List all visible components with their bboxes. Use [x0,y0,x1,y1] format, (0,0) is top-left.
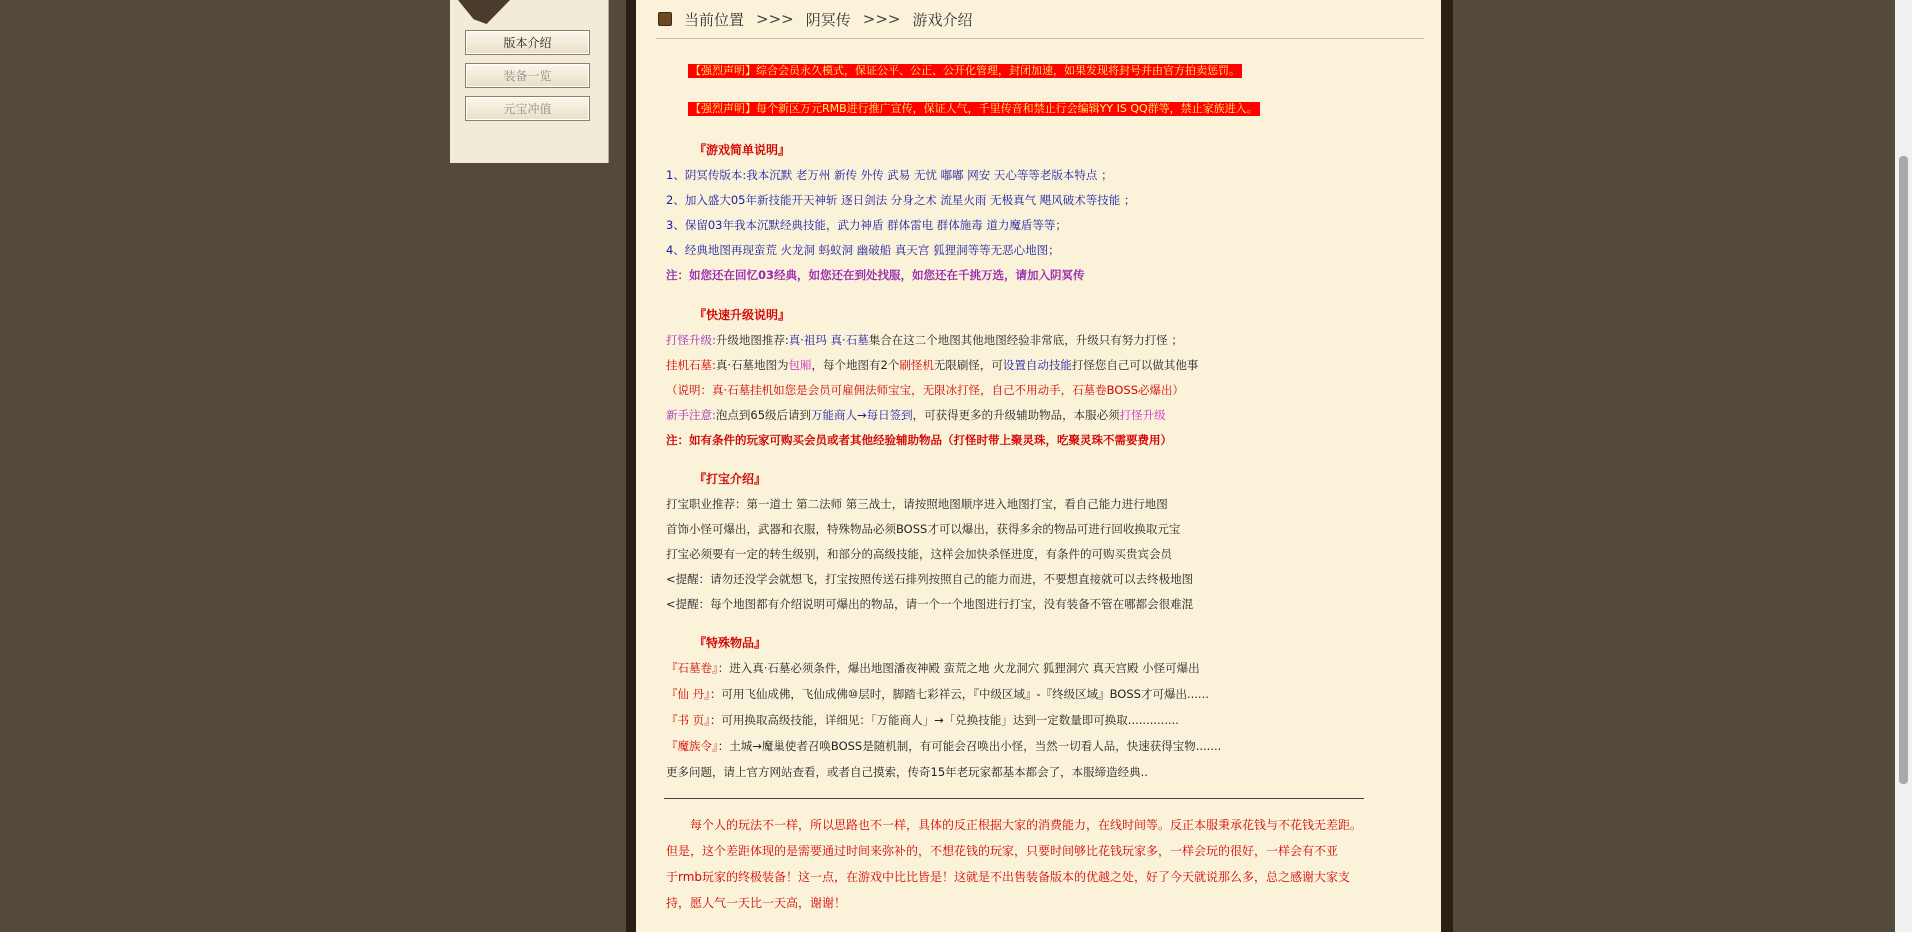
upgrade-line-1 [666,332,1183,348]
breadcrumb-current: 游戏介绍 [912,10,973,29]
scrollbar-thumb[interactable] [1899,156,1908,784]
item-name: 『仙 丹』 [666,687,710,701]
upgrade-label: 挂机石墓: [666,358,716,372]
breadcrumb-separator: >>> [862,10,901,28]
highlight-signin: 万能商人→每日签到 [811,408,913,422]
upgrade-line-4 [666,407,1166,423]
section-divider [664,798,1364,799]
upgrade-line-5: 注：如有条件的玩家可购买会员或者其他经验辅助物品（打怪时带上聚灵珠，吃聚灵珠不需要费用） [666,433,1172,447]
nav-button-version[interactable]: 版本介绍 [465,30,590,55]
upgrade-label: 新手注意: [666,408,716,422]
highlight-level: 打怪升级 [1119,408,1166,422]
upgrade-text: 集合在这二个地图其他地图经验非常底，升级只有努力打怪 ； [868,333,1183,347]
item-desc: ：可用换取高级技能，详细见：「万能商人」→「兑换技能」达到一定数量即可换取.............. [709,713,1179,727]
content-frame-left [626,0,636,932]
section-title-treasure: 『打宝介绍』 [694,472,767,486]
item-row [666,712,1179,728]
upgrade-line-2 [666,357,1198,373]
treasure-line: <提醒：请勿还没学会就想飞，打宝按照传送石排列按照自己的能力而进，不要想直接就可以去终极地图 [666,572,1194,586]
upgrade-text: 真·石墓地图为 [715,358,789,372]
treasure-line: 打宝职业推荐：第一道士 第二法师 第三战士，请按照地图顺序进入地图打宝，看自己能力进行地图 [666,497,1168,511]
upgrade-text: 升级地图推荐: [715,333,789,347]
breadcrumb [656,0,1424,39]
item-desc: ：进入真·石墓必须条件，爆出地图潘夜神殿 蛮荒之地 火龙洞穴 狐狸洞穴 真天宫殿 小怪可爆出 [717,661,1200,675]
treasure-line: 打宝必须要有一定的转生级别，和部分的高级技能，这样会加快杀怪进度，有条件的可购买贵宾会员 [666,547,1172,561]
vertical-scrollbar[interactable] [1895,0,1912,932]
notice-banner: 【强烈声明】每个新区万元RMB进行推广宣传，保证人气，千里传音和禁止行会编辑YY IS QQ群等，禁止家族进入。 [690,102,1258,115]
simple-line: 1、阴冥传版本:我本沉默 老万州 新传 外传 武易 无忧 嘟嘟 网安 天心等等老版本特点 ； [666,168,1113,182]
closing-line: 每个人的玩法不一样，所以思路也不一样，具体的反正根据大家的消费能力，在线时间等。反正本服秉承花钱与不花钱无差距。 [666,818,1363,832]
breadcrumb-link-game[interactable]: 阴冥传 [805,10,851,29]
logo-fragment [458,0,510,24]
treasure-line: 首饰小怪可爆出，武器和衣服，特殊物品必须BOSS才可以爆出，获得多余的物品可进行回收换取元宝 [666,522,1181,536]
item-row [666,686,1209,702]
simple-line: 4、经典地图再现蛮荒 火龙洞 蚂蚁洞 幽破船 真天宫 狐狸洞等等无恶心地图； [666,243,1060,257]
upgrade-text: ，可获得更多的升级辅助物品，本服必须 [912,408,1120,422]
section-title-items: 『特殊物品』 [694,636,767,650]
upgrade-text: 无限刷怪，可 [933,358,1003,372]
item-row [666,738,1221,754]
upgrade-text: 打怪您自己可以做其他事 [1071,358,1199,372]
left-sidebar [450,0,609,163]
simple-line: 2、加入盛大05年新技能开天神斩 逐日剑法 分身之术 流星火雨 无极真气 飓风破术等技能 ； [666,193,1136,207]
upgrade-text: ，每个地图有2个 [811,358,900,372]
treasure-line: <提醒：每个地图都有介绍说明可爆出的物品，请一个一个地图进行打宝，没有装备不管在哪都会很难混 [666,597,1194,611]
nav-button-equipment[interactable]: 装备一览 [465,63,590,88]
closing-line: 但是，这个差距体现的是需要通过时间来弥补的，不想花钱的玩家，只要时间够比花钱玩家多，一样会玩的很好，一样会有不亚 [666,844,1339,858]
item-name: 『魔族令』 [666,739,718,753]
upgrade-text: 泡点到65级后请到 [715,408,812,422]
item-name: 『石墓卷』 [666,661,718,675]
breadcrumb-separator: >>> [756,10,794,28]
item-desc: ：可用飞仙成佛，飞仙成佛⑩层时，脚踏七彩祥云，『中级区域』-『终级区域』BOSS才可爆出...... [709,687,1209,701]
content-frame-right [1441,0,1453,932]
highlight-auto-skill: 设置自动技能 [1002,358,1072,372]
item-row [666,660,1200,676]
nav-button-recharge[interactable]: 元宝冲值 [465,96,590,121]
closing-line: 持，愿人气一天比一天高，谢谢！ [666,896,847,910]
items-more-text: 更多问题，请上官方网站查看，或者自己摸索，传奇15年老玩家都基本都会了，本服缔造经典.. [666,765,1148,779]
notice-banner: 【强烈声明】综合会员永久模式，保证公平、公正、公开化管理，封闭加速，如果发现将封号并由官方拍卖惩罚。 [690,64,1240,77]
closing-line: 于rmb玩家的终极装备！这一点，在游戏中比比皆是！这就是不出售装备版本的优越之处，好了今天就说那么多，总之感谢大家支 [666,870,1351,884]
item-desc: ：土城→魔巢使者召唤BOSS是随机制，有可能会召唤出小怪，当然一切看人品，快速获得宝物....... [717,739,1222,753]
highlight-room: 包厢 [788,358,812,372]
upgrade-label: 打怪升级: [666,333,716,347]
simple-note: 注：如您还在回忆03经典，如您还在到处找服，如您还在千挑万选，请加入阴冥传 [666,268,1085,282]
item-name: 『书 页』 [666,713,710,727]
main-content [636,0,1441,932]
breadcrumb-label: 当前位置 [684,10,745,29]
simple-line: 3、保留03年我本沉默经典技能，武力神盾 群体雷电 群体施毒 道力魔盾等等； [666,218,1067,232]
upgrade-line-3: （说明：真·石墓挂机如您是会员可雇佣法师宝宝，无限冰打怪，自己不用动手，石墓卷BOSS必爆出） [666,383,1184,397]
highlight-spawner: 刷怪机 [899,358,934,372]
section-title-simple: 『游戏简单说明』 [694,143,791,157]
section-title-upgrade: 『快速升级说明』 [694,308,791,322]
closing-paragraph [666,812,1406,916]
map-names: 真·祖玛 真·石墓 [788,333,869,347]
location-icon [658,12,672,26]
